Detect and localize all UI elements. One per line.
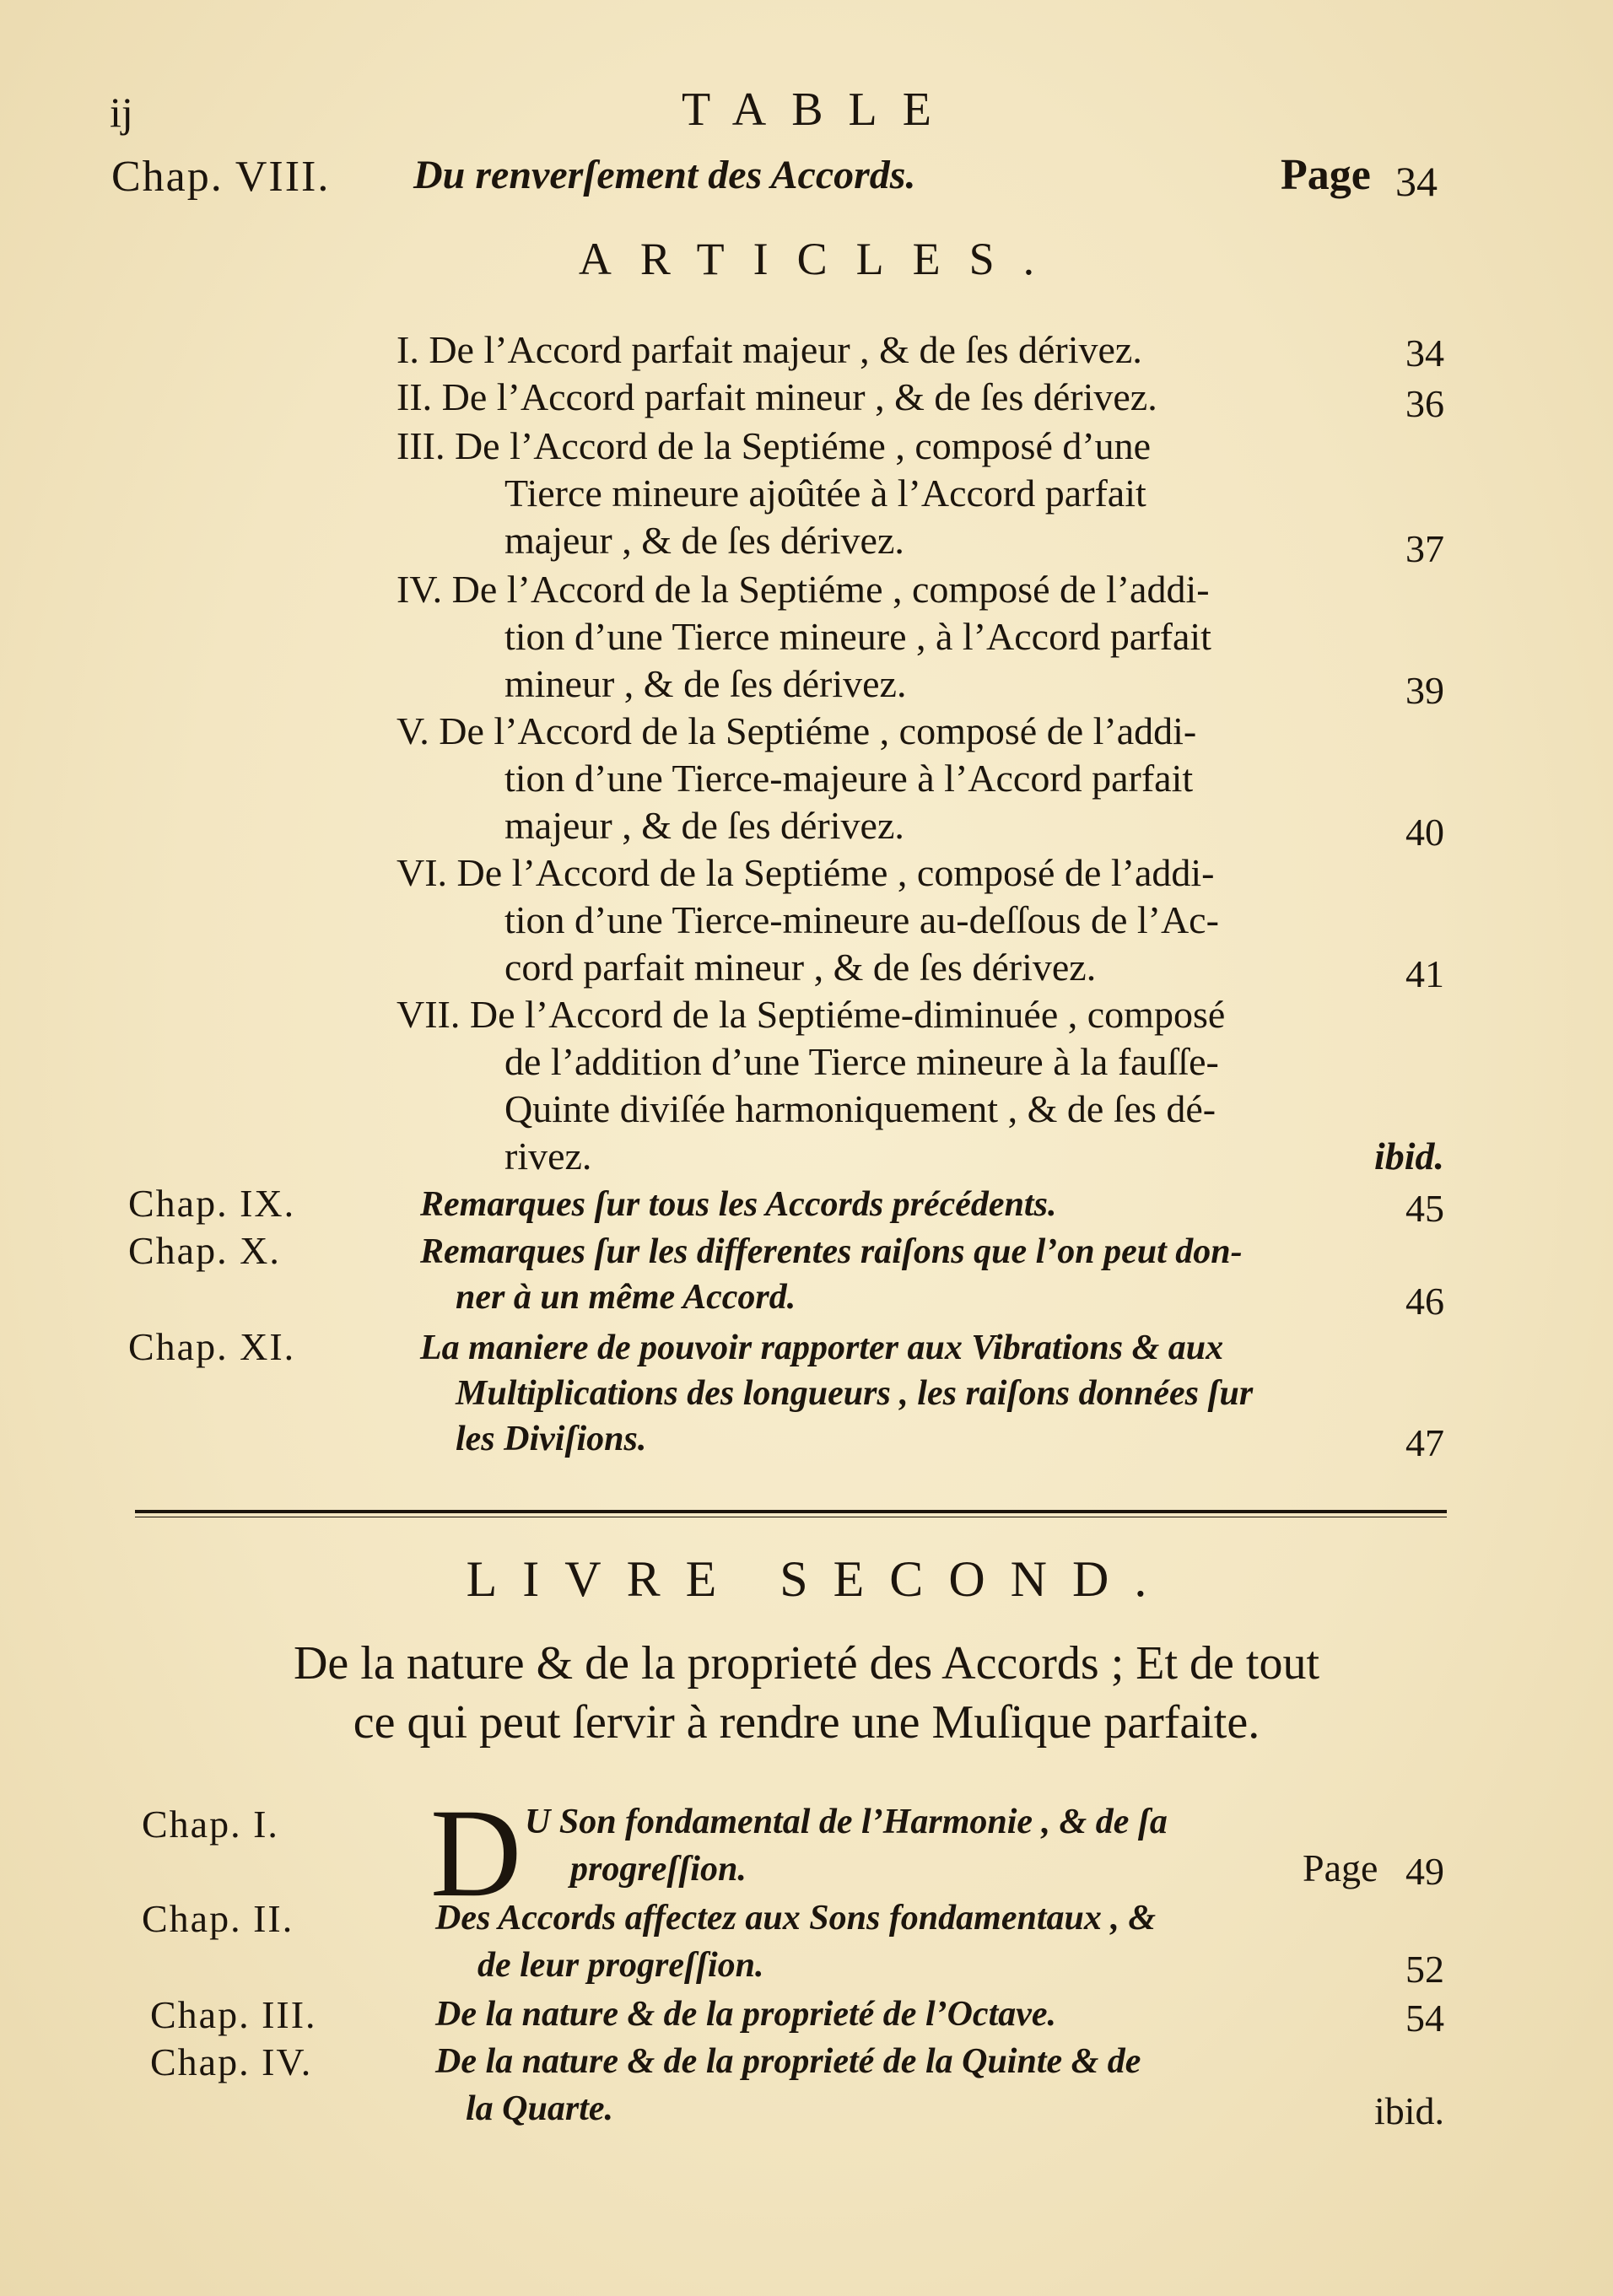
- article-4-line-2: tion d’une Tierce mineure , à l’Accord parfait: [504, 615, 1211, 658]
- running-title: TABLE: [682, 84, 957, 136]
- page-label: Page: [1281, 151, 1371, 199]
- chapter-10-line-2: ner à un même Accord.: [456, 1278, 796, 1317]
- chapter-11-line-3: les Diviſions.: [456, 1420, 647, 1458]
- article-3-line-1: III. De l’Accord de la Septiéme , composé d’une: [397, 424, 1152, 467]
- b2-chapter-4-line-1: De la nature & de la proprieté de la Quinte & de: [435, 2042, 1141, 2081]
- article-7-line-2: de l’addition d’une Tierce mineure à la fauſſe-: [504, 1040, 1219, 1083]
- article-6-line-1: VI. De l’Accord de la Septiéme , composé de l’addi-: [397, 851, 1215, 894]
- chapter-10-label: Chap. X.: [128, 1229, 281, 1272]
- b2-chapter-2-line-1: Des Accords affectez aux Sons fondamentaux , &: [435, 1899, 1157, 1938]
- chapter-11-page: 47: [1405, 1421, 1444, 1464]
- chapter-8-page: 34: [1395, 158, 1438, 205]
- b2-chapter-3-label: Chap. III.: [150, 1993, 317, 2036]
- b2-chapter-2-label: Chap. II.: [142, 1897, 294, 1940]
- article-6-line-3: cord parfait mineur , & de ſes dérivez.: [504, 946, 1097, 989]
- article-3-line-3: majeur , & de ſes dérivez.: [504, 519, 904, 562]
- article-2-line-1: II. De l’Accord parfait mineur , & de ſes dérivez.: [397, 375, 1157, 418]
- article-3-line-2: Tierce mineure ajoûtée à l’Accord parfait: [504, 472, 1146, 515]
- b2-chapter-4-label: Chap. IV.: [150, 2040, 313, 2083]
- article-7-page: ibid.: [1373, 1135, 1444, 1178]
- chapter-11-label: Chap. XI.: [128, 1325, 296, 1368]
- article-7-line-1: VII. De l’Accord de la Septiéme-diminuée , composé: [397, 993, 1226, 1036]
- b2-chapter-2-line-2: de leur progreſſion.: [477, 1946, 764, 1985]
- article-3-page: 37: [1405, 527, 1444, 570]
- folio-number: ij: [110, 89, 133, 136]
- article-7-line-4: rivez.: [504, 1135, 592, 1178]
- book-two-title: LIVRE SECOND.: [466, 1551, 1173, 1607]
- book-two-subtitle-line-1: De la nature & de la proprieté des Accords ; Et de tout: [293, 1637, 1320, 1690]
- article-6-line-2: tion d’une Tierce-mineure au-deſſous de l’Ac-: [504, 898, 1219, 941]
- article-1-page: 34: [1405, 331, 1444, 375]
- article-5-line-1: V. De l’Accord de la Septiéme , composé de l’addi-: [397, 709, 1197, 752]
- chapter-11-line-2: Multiplications des longueurs , les raiſons données ſur: [456, 1374, 1254, 1413]
- chapter-9-label: Chap. IX.: [128, 1182, 296, 1225]
- chapter-8-label: Chap. VIII.: [111, 153, 331, 201]
- drop-cap: D: [430, 1783, 522, 1923]
- article-5-line-2: tion d’une Tierce-majeure à l’Accord parfait: [504, 757, 1194, 800]
- article-5-line-3: majeur , & de ſes dérivez.: [504, 804, 904, 847]
- b2-chapter-3-line-1: De la nature & de la proprieté de l’Octave.: [435, 1995, 1057, 2034]
- b2-chapter-1-page: 49: [1405, 1850, 1444, 1893]
- article-4-page: 39: [1405, 669, 1444, 712]
- article-6-page: 41: [1405, 952, 1444, 995]
- book-two-subtitle-line-2: ce qui peut ſervir à rendre une Muſique parfaite.: [353, 1696, 1260, 1749]
- b2-chapter-4-line-2: la Quarte.: [466, 2089, 614, 2128]
- b2-chapter-4-page: ibid.: [1373, 2089, 1444, 2132]
- article-4-line-3: mineur , & de ſes dérivez.: [504, 662, 907, 705]
- b2-chapter-1-line-2: progreſſion.: [570, 1850, 747, 1889]
- article-4-line-1: IV. De l’Accord de la Septiéme , composé de l’addi-: [397, 568, 1210, 611]
- b2-chapter-1-label: Chap. I.: [142, 1803, 279, 1846]
- b2-chapter-1-line-1: U Son fondamental de l’Harmonie , & de ſa: [525, 1803, 1168, 1841]
- chapter-10-page: 46: [1405, 1280, 1444, 1323]
- article-1-line-1: I. De l’Accord parfait majeur , & de ſes dérivez.: [397, 328, 1142, 371]
- chapter-9-title: Remarques ſur tous les Accords précédents.: [420, 1185, 1057, 1224]
- b2-chapter-3-page: 54: [1405, 1997, 1444, 2040]
- chapter-9-page: 45: [1405, 1187, 1444, 1230]
- section-rule: [135, 1510, 1447, 1513]
- chapter-11-line-1: La maniere de pouvoir rapporter aux Vibrations & aux: [420, 1329, 1224, 1367]
- article-7-line-3: Quinte diviſée harmoniquement , & de ſes dé-: [504, 1087, 1216, 1130]
- articles-heading: ARTICLES.: [578, 234, 1064, 284]
- article-5-page: 40: [1405, 811, 1444, 854]
- b2-chapter-2-page: 52: [1405, 1948, 1444, 1991]
- chapter-8-title: Du renverſement des Accords.: [413, 153, 916, 197]
- article-2-page: 36: [1405, 382, 1444, 425]
- chapter-10-line-1: Remarques ſur les differentes raiſons que l’on peut don-: [420, 1232, 1243, 1271]
- b2-chapter-1-page-label: Page: [1303, 1846, 1378, 1889]
